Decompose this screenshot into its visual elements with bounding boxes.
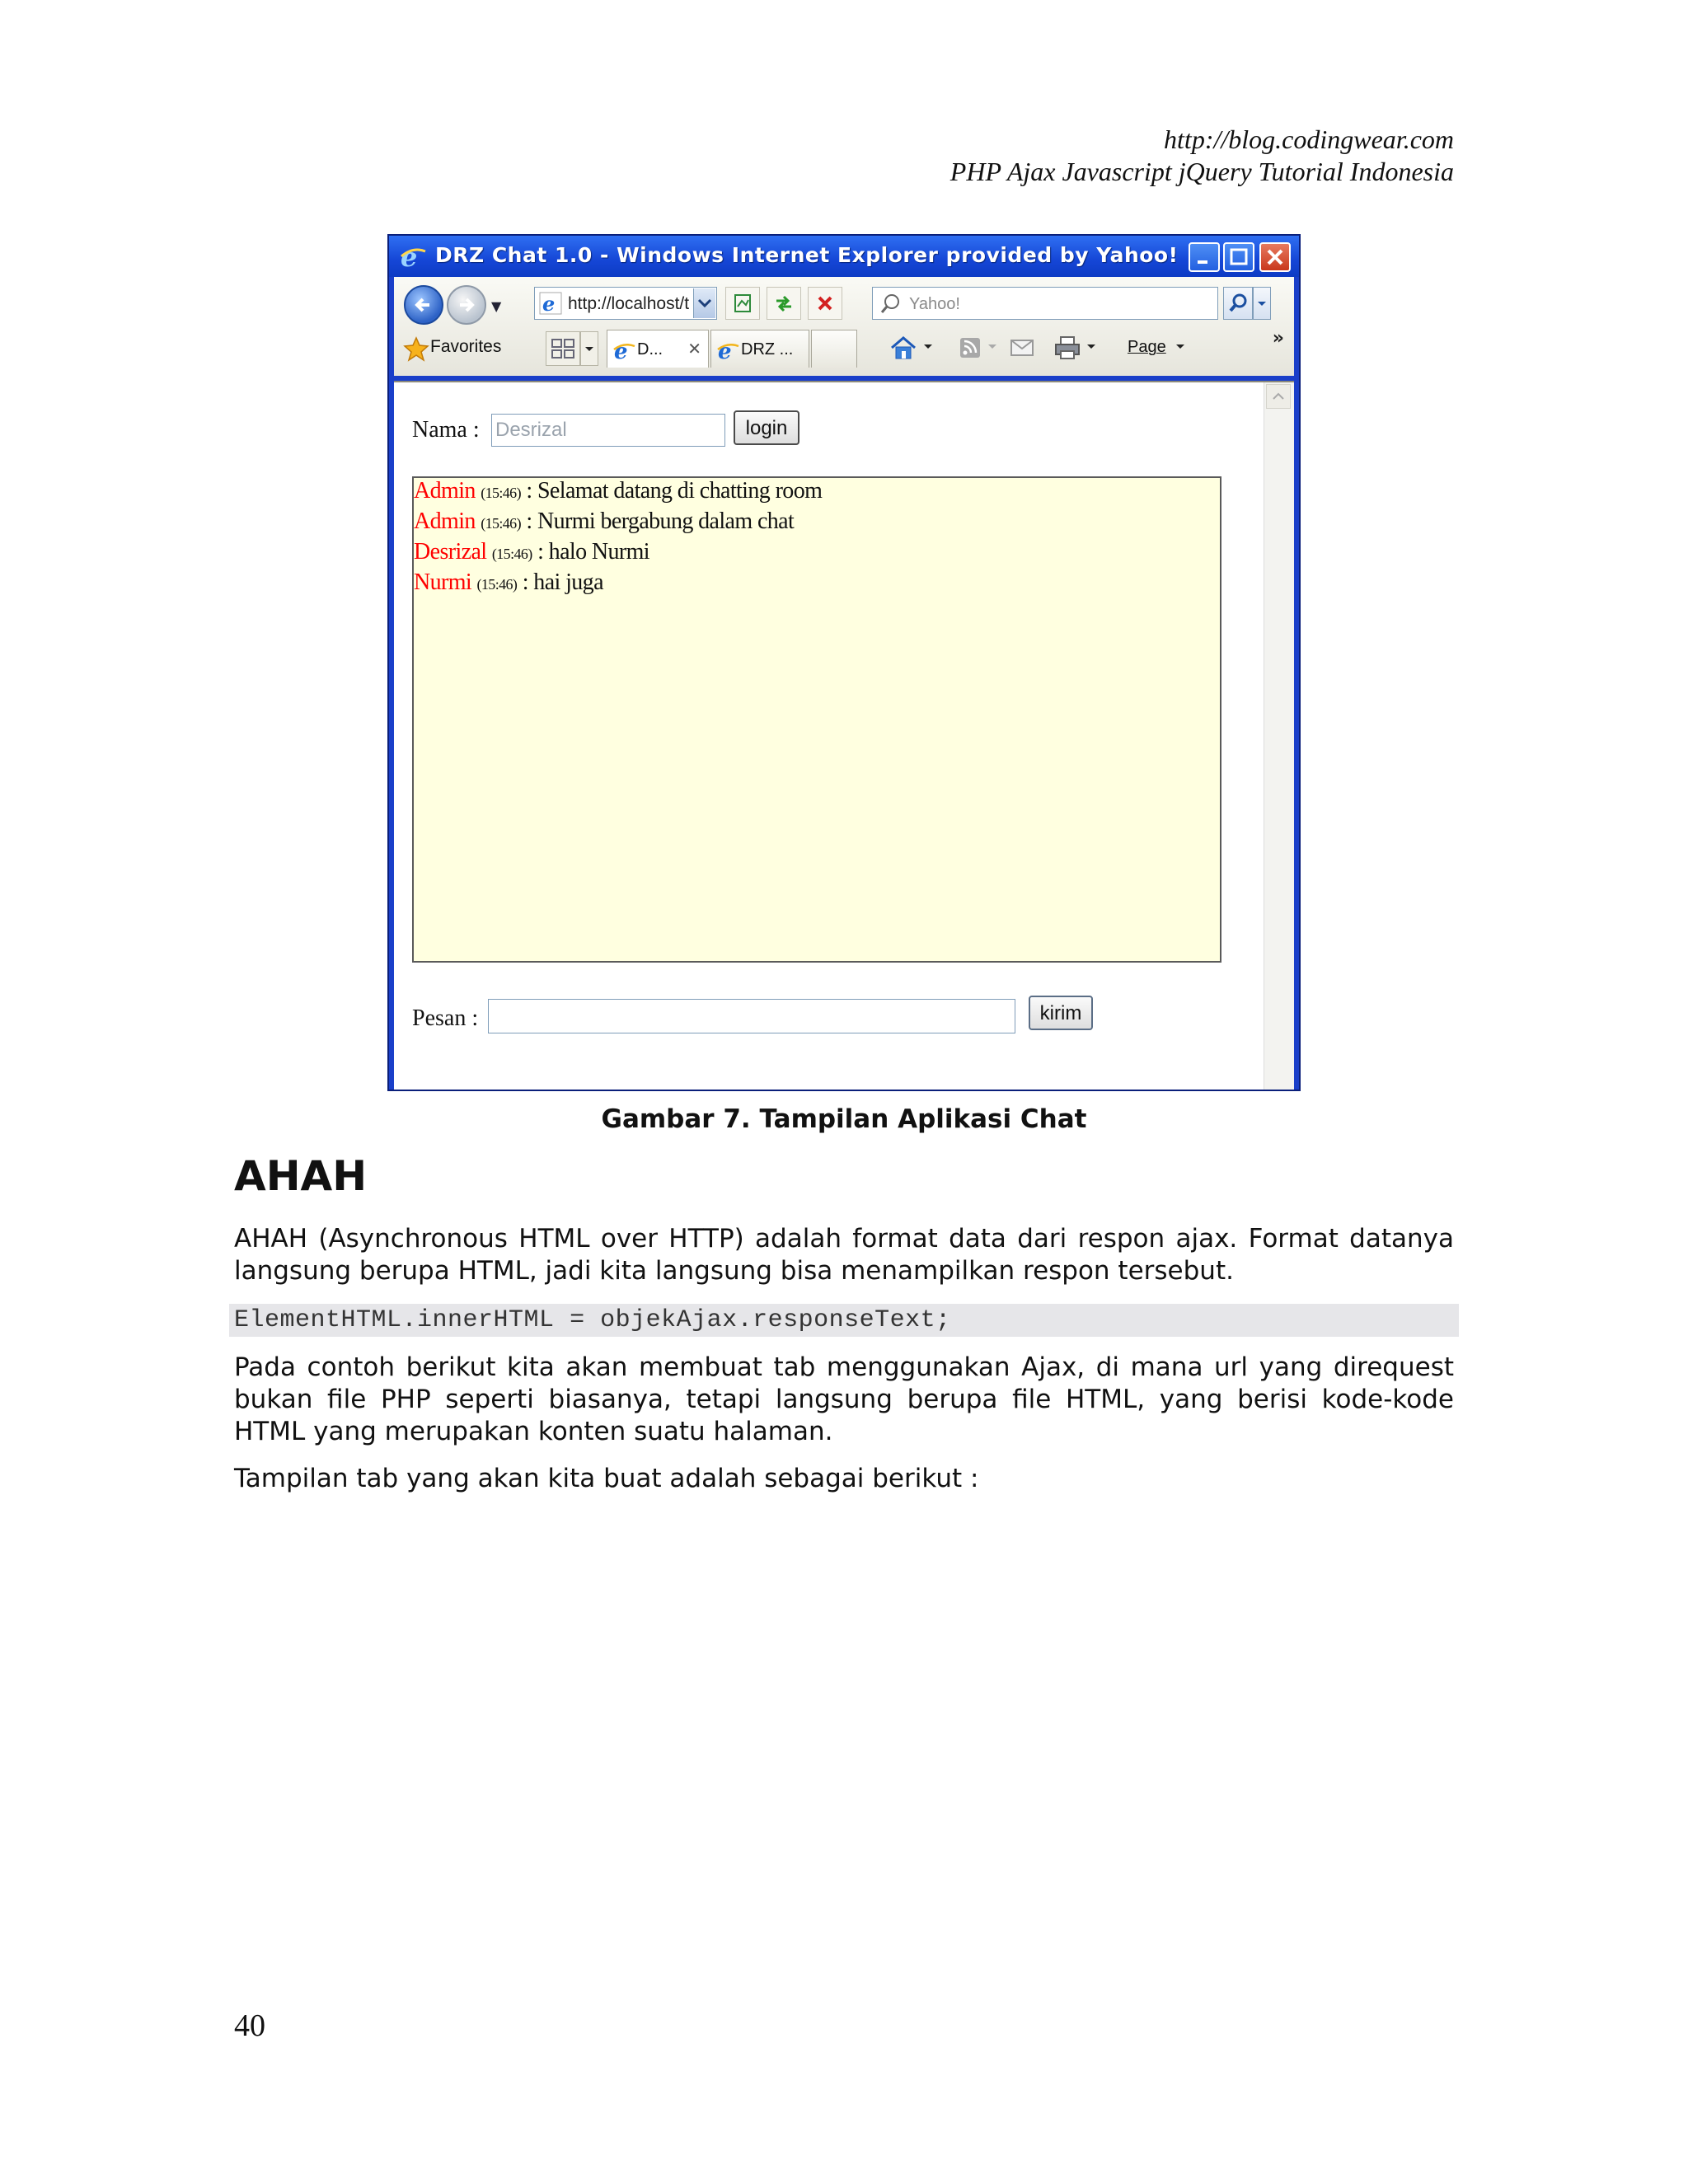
section-heading: AHAH — [234, 1152, 368, 1200]
pesan-input[interactable] — [488, 999, 1015, 1033]
toolbar-overflow-icon[interactable]: » — [1272, 328, 1284, 349]
search-placeholder[interactable]: Yahoo! — [909, 295, 960, 313]
close-icon — [1264, 247, 1286, 267]
chat-text: : Nurmi bergabung dalam chat — [520, 509, 795, 534]
browser-toolbar — [394, 277, 1294, 376]
refresh-icon — [774, 293, 794, 313]
minimize-button[interactable] — [1189, 242, 1220, 272]
chat-user: Desrizal — [414, 539, 487, 565]
svg-text:e: e — [614, 340, 628, 364]
page-ie-icon — [540, 293, 561, 314]
chat-message — [414, 539, 649, 565]
nama-input[interactable]: Desrizal — [491, 414, 725, 447]
code-block: ElementHTML.innerHTML = objekAjax.responseText; — [229, 1304, 1459, 1337]
figure-caption: Gambar 7. Tampilan Aplikasi Chat — [601, 1104, 1087, 1134]
chevron-down-icon[interactable] — [1085, 335, 1098, 361]
chevron-down-icon[interactable] — [921, 335, 935, 361]
maximize-button[interactable] — [1223, 242, 1254, 272]
print-icon[interactable] — [1053, 335, 1081, 361]
chat-message — [414, 509, 794, 535]
address-dropdown[interactable] — [693, 288, 715, 318]
chevron-up-icon — [1267, 385, 1290, 408]
chevron-down-icon — [581, 332, 598, 365]
search-go-button[interactable] — [1223, 287, 1253, 320]
svg-text:e: e — [401, 241, 418, 273]
scrollbar[interactable] — [1264, 382, 1294, 1090]
forward-icon — [456, 294, 477, 316]
pesan-label: Pesan : — [412, 1005, 479, 1031]
rss-icon[interactable] — [958, 335, 982, 359]
address-text[interactable]: http://localhost/t — [568, 294, 690, 313]
scroll-up-button[interactable] — [1266, 384, 1291, 409]
chat-time: (15:46) — [476, 576, 518, 593]
minimize-icon — [1193, 247, 1215, 267]
kirim-button[interactable]: kirim — [1029, 996, 1093, 1030]
tab-close-icon[interactable]: ✕ — [687, 339, 701, 359]
ie-tab-icon — [612, 339, 635, 362]
chat-user: Admin — [414, 478, 476, 504]
tab-label: DRZ ... — [741, 340, 794, 359]
search-bar[interactable] — [872, 287, 1218, 320]
back-icon — [413, 294, 434, 316]
paragraph: AHAH (Asynchronous HTML over HTTP) adalah format data dari respon ajax. Format datanya langsung berupa HTML, jadi kita langsung bisa menampilkan respon tersebut. — [234, 1224, 1454, 1286]
chat-user: Nurmi — [414, 569, 472, 595]
browser-title: DRZ Chat 1.0 - Windows Internet Explorer provided by Yahoo! — [435, 243, 1179, 267]
mail-icon[interactable] — [1009, 335, 1035, 359]
search-options-dropdown[interactable] — [1253, 287, 1271, 320]
home-icon[interactable] — [889, 335, 918, 361]
favorites-label[interactable]: Favorites — [430, 337, 502, 356]
chevron-down-icon[interactable] — [1174, 335, 1187, 361]
history-dropdown-icon[interactable]: ▼ — [491, 298, 502, 314]
quick-tabs-button[interactable] — [546, 331, 580, 366]
page-number: 40 — [234, 2008, 265, 2043]
chat-user: Admin — [414, 509, 476, 534]
chat-text: : halo Nurmi — [532, 539, 649, 565]
chevron-down-icon[interactable] — [986, 335, 999, 361]
browser-tab-1[interactable] — [607, 330, 709, 368]
maximize-icon — [1228, 247, 1250, 267]
search-icon — [879, 293, 903, 316]
chat-messages-box — [412, 476, 1221, 963]
browser-tab-2[interactable] — [710, 330, 809, 368]
ie-tab-icon — [716, 339, 739, 362]
refresh-button[interactable] — [767, 287, 801, 320]
tab-list-dropdown[interactable] — [580, 331, 598, 366]
browser-content — [394, 381, 1294, 1090]
chat-text: : Selamat datang di chatting room — [520, 478, 823, 504]
chat-time: (15:46) — [481, 485, 521, 501]
nama-label: Nama : — [412, 417, 480, 443]
tab-label: D... — [637, 340, 663, 359]
header-url: http://blog.codingwear.com — [1164, 124, 1454, 154]
close-button[interactable] — [1259, 242, 1291, 272]
back-button[interactable] — [404, 285, 443, 325]
new-tab-button[interactable] — [811, 330, 857, 368]
favorites-star-icon[interactable] — [404, 336, 429, 361]
chevron-down-icon — [1254, 288, 1270, 319]
address-bar[interactable] — [534, 287, 717, 320]
forward-button[interactable] — [447, 285, 486, 325]
chat-time: (15:46) — [491, 546, 532, 562]
paragraph: Tampilan tab yang akan kita buat adalah sebagai berikut : — [234, 1464, 979, 1493]
header-subtitle: PHP Ajax Javascript jQuery Tutorial Indonesia — [950, 157, 1454, 186]
browser-window — [387, 234, 1301, 1091]
quick-tabs-icon — [546, 332, 579, 365]
page-menu[interactable]: Page — [1128, 338, 1166, 356]
paragraph: Pada contoh berikut kita akan membuat tab menggunakan Ajax, di mana url yang direquest bukan file PHP seperti biasanya, tetapi langsung berupa file HTML, yang berisi kode-kode HTML yang merupakan konten suatu halaman. — [234, 1352, 1454, 1446]
svg-text:e: e — [542, 292, 556, 316]
browser-titlebar — [389, 236, 1299, 277]
compatibility-view-button[interactable] — [725, 287, 760, 320]
chat-message — [414, 478, 822, 504]
chevron-down-icon — [694, 288, 715, 318]
chat-text: : hai juga — [517, 569, 603, 595]
chat-time: (15:46) — [481, 515, 521, 532]
chat-message — [414, 569, 603, 596]
svg-text:e: e — [718, 340, 732, 364]
stop-button[interactable] — [808, 287, 842, 320]
search-go-icon — [1224, 288, 1252, 319]
ie-logo-icon — [399, 241, 427, 273]
login-button[interactable]: login — [734, 410, 799, 445]
compat-view-icon — [733, 293, 753, 313]
stop-icon — [815, 293, 835, 313]
